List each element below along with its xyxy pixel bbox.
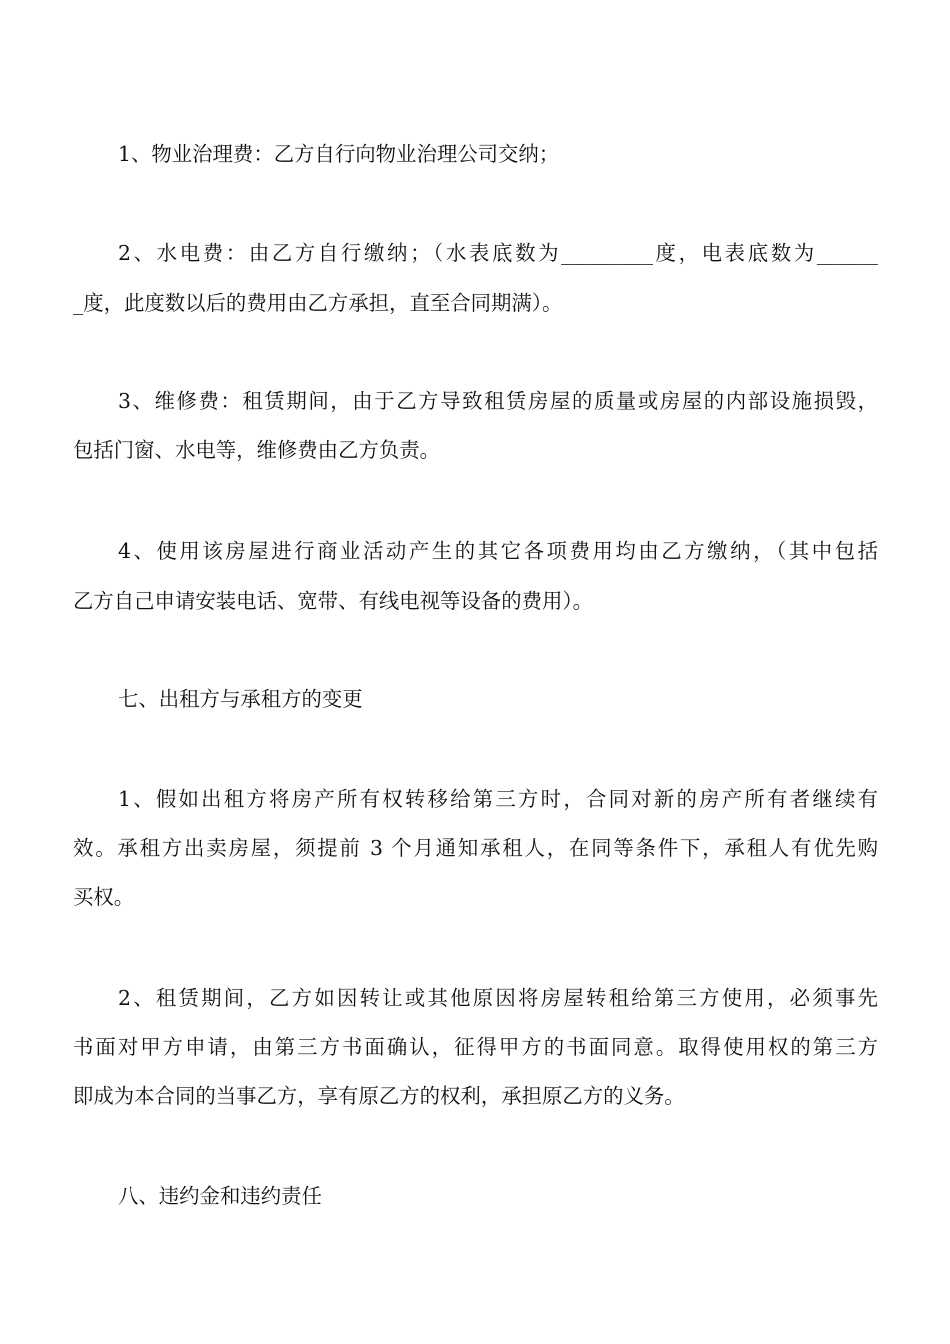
clause-sublease-line-3: 即成为本合同的当事乙方，享有原乙方的权利，承担原乙方的义务。	[73, 1084, 685, 1108]
clause-other-fees-line-2: 乙方自己申请安装电话、宽带、有线电视等设备的费用）。	[73, 589, 593, 613]
clause-ownership-transfer-line-3: 买权。	[73, 885, 135, 909]
clause-ownership-transfer-line-2: 效。承租方出卖房屋，须提前 3 个月通知承租人，在同等条件下，承租人有优先购	[73, 836, 878, 860]
clause-maintenance-line-2: 包括门窗、水电等，维修费由乙方负责。	[73, 438, 441, 462]
clause-utilities-line-1: 2、水电费：由乙方自行缴纳；（水表底数为_________度，电表底数为______	[118, 241, 878, 265]
clause-sublease-line-2: 书面对甲方申请，由第三方书面确认，征得甲方的书面同意。取得使用权的第三方	[73, 1035, 878, 1059]
clause-sublease-line-1: 2、租赁期间，乙方如因转让或其他原因将房屋转租给第三方使用，必须事先	[118, 986, 878, 1010]
clause-property-fee: 1、物业治理费：乙方自行向物业治理公司交纳；	[118, 142, 560, 166]
section-heading-breach: 八、违约金和违约责任	[118, 1184, 322, 1208]
clause-other-fees-line-1: 4、使用该房屋进行商业活动产生的其它各项费用均由乙方缴纳，（其中包括	[118, 539, 878, 563]
clause-ownership-transfer-line-1: 1、假如出租方将房产所有权转移给第三方时，合同对新的房产所有者继续有	[118, 787, 878, 811]
clause-utilities-line-2: _度，此度数以后的费用由乙方承担，直至合同期满）。	[73, 291, 563, 315]
section-heading-change: 七、出租方与承租方的变更	[118, 687, 363, 711]
clause-maintenance-line-1: 3、维修费：租赁期间，由于乙方导致租赁房屋的质量或房屋的内部设施损毁，	[118, 389, 878, 413]
